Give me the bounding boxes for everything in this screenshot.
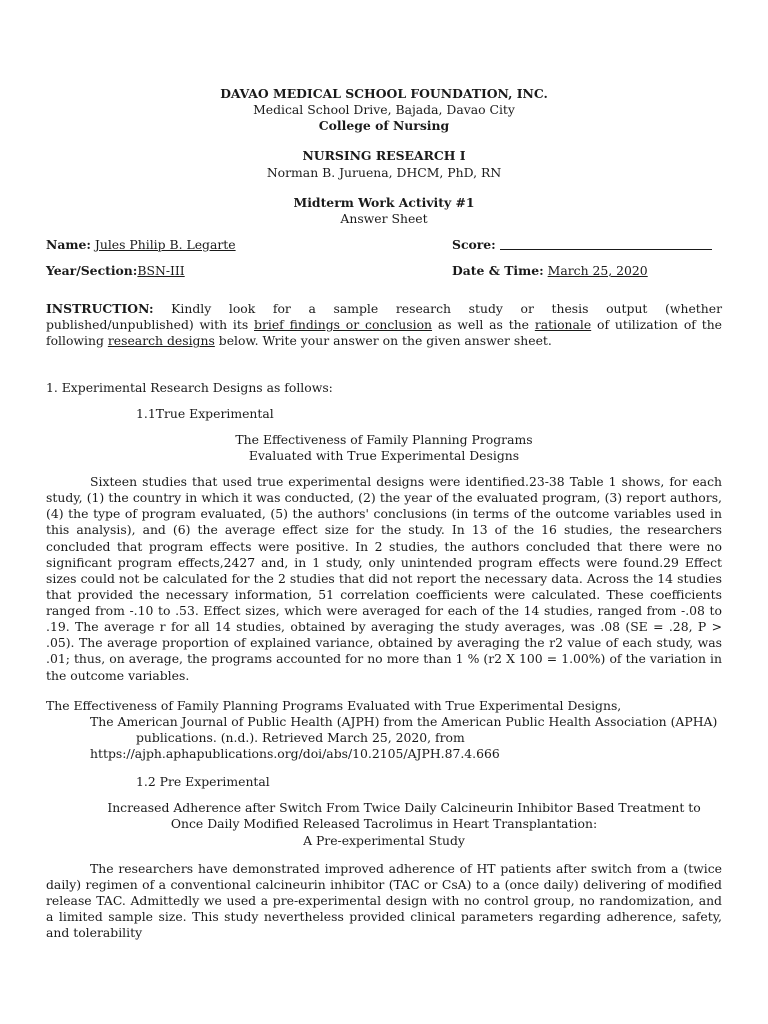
org-name: DAVAO MEDICAL SCHOOL FOUNDATION, INC. (220, 86, 548, 101)
study2-title-line2: Once Daily Modified Released Tacrolimus in Heart Transplantation: (170, 816, 598, 832)
date-value: March 25, 2020 (547, 263, 648, 278)
date-label: Date & Time: (452, 263, 544, 278)
score-label: Score: (452, 236, 496, 252)
name-value: Jules Philip B. Legarte (94, 236, 236, 252)
reference-url: https://ajph.aphapublications.org/doi/abs/10.2105/AJPH.87.4.666 (90, 746, 500, 761)
study1-title-line1: The Effectiveness of Family Planning Programs (235, 431, 533, 447)
reference-line1: The Effectiveness of Family Planning Programs Evaluated with True Experimental Designs, (46, 697, 622, 713)
course-title: NURSING RESEARCH I (302, 148, 466, 164)
score-blank (500, 237, 712, 250)
study2-title (46, 800, 722, 848)
instructor-name: Norman B. Juruena, DHCM, PhD, RN (266, 164, 502, 180)
instruction-text-2: as well as the (432, 317, 535, 333)
section-label: Year/Section: (46, 263, 138, 278)
section-value: BSN-III (137, 263, 185, 278)
org-address: Medical School Drive, Bajada, Davao City (253, 102, 515, 118)
college-name: College of Nursing (318, 118, 450, 134)
study1-body: Sixteen studies that used true experimental designs were identified.23-38 Table 1 shows, for each study, (1) the country in which it was conducted, (2) the year of the evaluated program, (3) report authors, (4) the type of program evaluated, (5) the authors' conclusions (in terms of the outcome variables used in this analysis), and (6) the average effect size for the study. In 13 of the 16 studies, the researchers concluded that program effects were positive. In 2 studies, the authors concluded that there were no significant program effects,2427 and, in 1 study, only unintended program effects were found.29 Effect sizes could not be calculated for the 2 studies that did not report the necessary data. Across the 14 studies that provided the necessary information, 51 correlation coefficients were calculated. These coefficients ranged from -.10 to .53. Effect sizes, which were averaged for each of the 14 studies, ranged from -.08 to .19. The average r for all 14 studies, obtained by averaging the study averages, was .08 (SE = .28, P > .05). The average proportion of explained variance, obtained by averaging the r2 value of each study, was .01; thus, on average, the programs accounted for no more than 1 % (r2 X 100 = 1.00%) of the variation in the outcome variables. (46, 474, 722, 683)
study2-body: The researchers have demonstrated improved adherence of HT patients after switch from a (twice daily) regimen of a conventional calcineurin inhibitor (TAC or CsA) to a (once daily) delivering of modified release TAC. Admittedly we used a pre-experimental design with no control group, no randomization, and a limited sample size. This study nevertheless provided clinical parameters regarding adherence, safety, and tolerability (46, 860, 722, 941)
subsection-1-1: 1.1True Experimental (136, 405, 274, 421)
reference-line3: publications. (n.d.). Retrieved March 25, 2020, from (136, 729, 465, 745)
study1-title (46, 432, 722, 464)
name-score-row (46, 237, 722, 253)
reference-line2: The American Journal of Public Health (AJPH) from the American Public Health Association (APHA) (90, 713, 718, 729)
subsection-1-2: 1.2 Pre Experimental (136, 774, 270, 790)
instruction-text-1: Kindly look for a sample research study or thesis output (whether published/unpublished) with its (46, 301, 722, 333)
study1-reference (46, 698, 722, 763)
study2-title-line1: Increased Adherence after Switch From Twice Daily Calcineurin Inhibitor Based Treatment to (107, 800, 701, 816)
instruction-underline-2: rationale (534, 317, 592, 333)
instruction-text-4: below. Write your answer on the given answer sheet. (214, 333, 552, 349)
section1-heading: 1. Experimental Research Designs as follows: (46, 379, 333, 395)
document-header (46, 86, 722, 227)
activity-title: Midterm Work Activity #1 (293, 194, 475, 210)
instruction-label: INSTRUCTION: (46, 301, 154, 317)
study2-title-line3: A Pre-experimental Study (303, 832, 465, 848)
instruction-text-3: of utilization of the following (46, 317, 723, 349)
instruction-paragraph (46, 301, 722, 349)
document-type: Answer Sheet (340, 210, 428, 226)
instruction-underline-3: research designs (107, 333, 215, 349)
instruction-underline-1: brief findings or conclusion (254, 317, 433, 333)
study1-title-line2: Evaluated with True Experimental Designs (248, 447, 520, 463)
name-label: Name: (46, 236, 91, 252)
section-date-row (46, 263, 722, 279)
